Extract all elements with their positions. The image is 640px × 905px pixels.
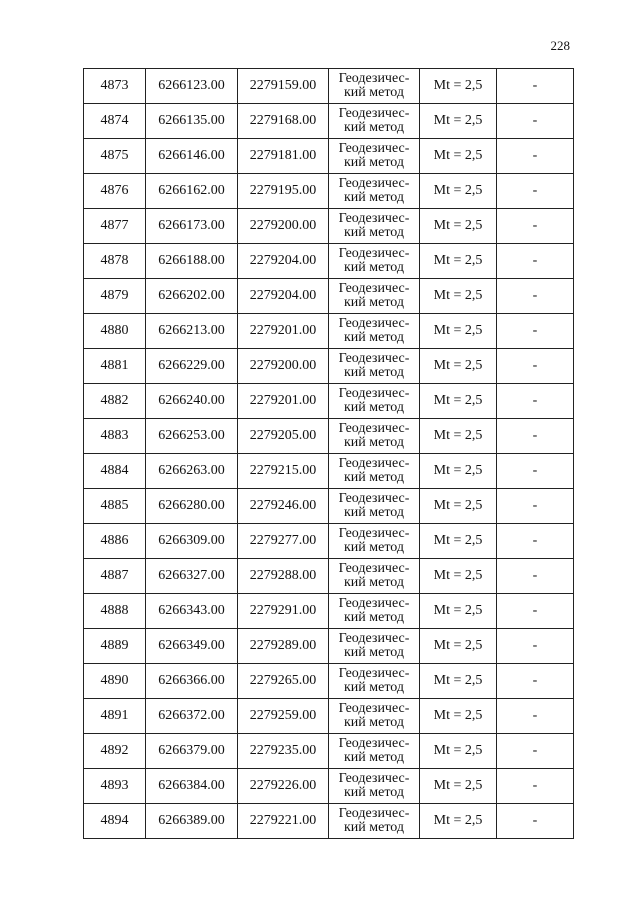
table-row	[84, 594, 574, 629]
point-number-cell: 4879	[84, 279, 146, 314]
x-coordinate-cell: 6266372.00	[146, 699, 238, 734]
accuracy-cell: Mt = 2,5	[420, 629, 497, 664]
method-line-2: кий метод	[343, 750, 404, 765]
point-number-cell: 4885	[84, 489, 146, 524]
x-coordinate-cell: 6266135.00	[146, 104, 238, 139]
accuracy-cell: Mt = 2,5	[420, 384, 497, 419]
method-cell	[329, 349, 420, 384]
x-coordinate-cell: 6266173.00	[146, 209, 238, 244]
method-line-1: Геодезичес-	[338, 176, 410, 191]
method-line-2: кий метод	[343, 330, 404, 345]
point-number-cell: 4882	[84, 384, 146, 419]
method-line-2: кий метод	[343, 575, 404, 590]
method-line-1: Геодезичес-	[338, 736, 410, 751]
method-cell	[329, 699, 420, 734]
method-line-2: кий метод	[343, 155, 404, 170]
y-coordinate-cell: 2279235.00	[238, 734, 329, 769]
method-cell	[329, 69, 420, 104]
y-coordinate-cell: 2279200.00	[238, 209, 329, 244]
note-cell: -	[497, 699, 574, 734]
x-coordinate-cell: 6266202.00	[146, 279, 238, 314]
method-line-1: Геодезичес-	[338, 456, 410, 471]
y-coordinate-cell: 2279277.00	[238, 524, 329, 559]
x-coordinate-cell: 6266146.00	[146, 139, 238, 174]
y-coordinate-cell: 2279291.00	[238, 594, 329, 629]
method-cell	[329, 209, 420, 244]
point-number-cell: 4887	[84, 559, 146, 594]
x-coordinate-cell: 6266384.00	[146, 769, 238, 804]
accuracy-cell: Mt = 2,5	[420, 559, 497, 594]
method-line-2: кий метод	[343, 120, 404, 135]
method-cell	[329, 664, 420, 699]
x-coordinate-cell: 6266162.00	[146, 174, 238, 209]
note-cell: -	[497, 244, 574, 279]
accuracy-cell: Mt = 2,5	[420, 769, 497, 804]
x-coordinate-cell: 6266229.00	[146, 349, 238, 384]
x-coordinate-cell: 6266343.00	[146, 594, 238, 629]
accuracy-cell: Mt = 2,5	[420, 244, 497, 279]
y-coordinate-cell: 2279204.00	[238, 244, 329, 279]
y-coordinate-cell: 2279289.00	[238, 629, 329, 664]
note-cell: -	[497, 349, 574, 384]
coordinates-table	[83, 68, 574, 839]
method-cell	[329, 454, 420, 489]
method-cell	[329, 244, 420, 279]
y-coordinate-cell: 2279246.00	[238, 489, 329, 524]
table-row	[84, 244, 574, 279]
x-coordinate-cell: 6266309.00	[146, 524, 238, 559]
note-cell: -	[497, 454, 574, 489]
method-cell	[329, 419, 420, 454]
accuracy-cell: Mt = 2,5	[420, 489, 497, 524]
method-cell	[329, 489, 420, 524]
accuracy-cell: Mt = 2,5	[420, 209, 497, 244]
point-number-cell: 4890	[84, 664, 146, 699]
method-line-1: Геодезичес-	[338, 421, 410, 436]
page-number: 228	[550, 38, 570, 53]
note-cell: -	[497, 769, 574, 804]
table-row	[84, 489, 574, 524]
method-line-2: кий метод	[343, 680, 404, 695]
note-cell: -	[497, 594, 574, 629]
method-line-1: Геодезичес-	[338, 106, 410, 121]
method-cell	[329, 279, 420, 314]
method-cell	[329, 594, 420, 629]
method-line-1: Геодезичес-	[338, 771, 410, 786]
x-coordinate-cell: 6266349.00	[146, 629, 238, 664]
method-line-2: кий метод	[343, 225, 404, 240]
method-cell	[329, 139, 420, 174]
coordinates-table-body	[84, 69, 574, 839]
note-cell: -	[497, 279, 574, 314]
y-coordinate-cell: 2279204.00	[238, 279, 329, 314]
accuracy-cell: Mt = 2,5	[420, 314, 497, 349]
note-cell: -	[497, 104, 574, 139]
y-coordinate-cell: 2279221.00	[238, 804, 329, 839]
method-cell	[329, 314, 420, 349]
y-coordinate-cell: 2279205.00	[238, 419, 329, 454]
method-cell	[329, 629, 420, 664]
y-coordinate-cell: 2279195.00	[238, 174, 329, 209]
table-row	[84, 629, 574, 664]
accuracy-cell: Mt = 2,5	[420, 279, 497, 314]
x-coordinate-cell: 6266366.00	[146, 664, 238, 699]
point-number-cell: 4888	[84, 594, 146, 629]
accuracy-cell: Mt = 2,5	[420, 104, 497, 139]
x-coordinate-cell: 6266280.00	[146, 489, 238, 524]
method-line-2: кий метод	[343, 540, 404, 555]
y-coordinate-cell: 2279288.00	[238, 559, 329, 594]
accuracy-cell: Mt = 2,5	[420, 594, 497, 629]
method-cell	[329, 524, 420, 559]
point-number-cell: 4878	[84, 244, 146, 279]
method-line-1: Геодезичес-	[338, 701, 410, 716]
table-row	[84, 104, 574, 139]
note-cell: -	[497, 804, 574, 839]
method-line-2: кий метод	[343, 260, 404, 275]
method-line-2: кий метод	[343, 85, 404, 100]
note-cell: -	[497, 524, 574, 559]
method-line-2: кий метод	[343, 365, 404, 380]
table-row	[84, 699, 574, 734]
x-coordinate-cell: 6266263.00	[146, 454, 238, 489]
accuracy-cell: Mt = 2,5	[420, 69, 497, 104]
point-number-cell: 4884	[84, 454, 146, 489]
note-cell: -	[497, 629, 574, 664]
note-cell: -	[497, 489, 574, 524]
method-line-2: кий метод	[343, 435, 404, 450]
table-row	[84, 69, 574, 104]
method-line-1: Геодезичес-	[338, 351, 410, 366]
method-line-1: Геодезичес-	[338, 526, 410, 541]
note-cell: -	[497, 314, 574, 349]
note-cell: -	[497, 209, 574, 244]
accuracy-cell: Mt = 2,5	[420, 174, 497, 209]
method-cell	[329, 734, 420, 769]
point-number-cell: 4892	[84, 734, 146, 769]
y-coordinate-cell: 2279168.00	[238, 104, 329, 139]
point-number-cell: 4886	[84, 524, 146, 559]
method-cell	[329, 769, 420, 804]
y-coordinate-cell: 2279181.00	[238, 139, 329, 174]
note-cell: -	[497, 559, 574, 594]
x-coordinate-cell: 6266379.00	[146, 734, 238, 769]
x-coordinate-cell: 6266188.00	[146, 244, 238, 279]
method-line-1: Геодезичес-	[338, 211, 410, 226]
point-number-cell: 4874	[84, 104, 146, 139]
accuracy-cell: Mt = 2,5	[420, 664, 497, 699]
accuracy-cell: Mt = 2,5	[420, 524, 497, 559]
table-row	[84, 769, 574, 804]
table-row	[84, 314, 574, 349]
method-cell	[329, 104, 420, 139]
note-cell: -	[497, 139, 574, 174]
accuracy-cell: Mt = 2,5	[420, 804, 497, 839]
method-line-1: Геодезичес-	[338, 281, 410, 296]
method-line-2: кий метод	[343, 470, 404, 485]
point-number-cell: 4873	[84, 69, 146, 104]
x-coordinate-cell: 6266240.00	[146, 384, 238, 419]
method-line-1: Геодезичес-	[338, 561, 410, 576]
method-line-2: кий метод	[343, 610, 404, 625]
method-cell	[329, 804, 420, 839]
y-coordinate-cell: 2279265.00	[238, 664, 329, 699]
method-line-1: Геодезичес-	[338, 596, 410, 611]
table-row	[84, 139, 574, 174]
accuracy-cell: Mt = 2,5	[420, 349, 497, 384]
table-row	[84, 664, 574, 699]
table-row	[84, 349, 574, 384]
y-coordinate-cell: 2279215.00	[238, 454, 329, 489]
table-row	[84, 209, 574, 244]
table-row	[84, 174, 574, 209]
method-line-1: Геодезичес-	[338, 666, 410, 681]
accuracy-cell: Mt = 2,5	[420, 454, 497, 489]
method-cell	[329, 559, 420, 594]
method-line-1: Геодезичес-	[338, 246, 410, 261]
method-line-2: кий метод	[343, 400, 404, 415]
method-line-1: Геодезичес-	[338, 631, 410, 646]
y-coordinate-cell: 2279201.00	[238, 384, 329, 419]
note-cell: -	[497, 419, 574, 454]
note-cell: -	[497, 174, 574, 209]
method-line-2: кий метод	[343, 645, 404, 660]
method-line-2: кий метод	[343, 820, 404, 835]
method-line-1: Геодезичес-	[338, 141, 410, 156]
method-line-2: кий метод	[343, 715, 404, 730]
table-row	[84, 454, 574, 489]
method-line-1: Геодезичес-	[338, 806, 410, 821]
table-row	[84, 279, 574, 314]
note-cell: -	[497, 69, 574, 104]
note-cell: -	[497, 734, 574, 769]
x-coordinate-cell: 6266389.00	[146, 804, 238, 839]
accuracy-cell: Mt = 2,5	[420, 419, 497, 454]
method-line-2: кий метод	[343, 190, 404, 205]
point-number-cell: 4875	[84, 139, 146, 174]
method-line-1: Геодезичес-	[338, 71, 410, 86]
y-coordinate-cell: 2279201.00	[238, 314, 329, 349]
y-coordinate-cell: 2279159.00	[238, 69, 329, 104]
x-coordinate-cell: 6266327.00	[146, 559, 238, 594]
y-coordinate-cell: 2279200.00	[238, 349, 329, 384]
y-coordinate-cell: 2279226.00	[238, 769, 329, 804]
y-coordinate-cell: 2279259.00	[238, 699, 329, 734]
method-cell	[329, 384, 420, 419]
x-coordinate-cell: 6266213.00	[146, 314, 238, 349]
point-number-cell: 4893	[84, 769, 146, 804]
point-number-cell: 4877	[84, 209, 146, 244]
note-cell: -	[497, 664, 574, 699]
table-row	[84, 559, 574, 594]
point-number-cell: 4880	[84, 314, 146, 349]
method-line-1: Геодезичес-	[338, 386, 410, 401]
point-number-cell: 4876	[84, 174, 146, 209]
point-number-cell: 4891	[84, 699, 146, 734]
table-row	[84, 734, 574, 769]
accuracy-cell: Mt = 2,5	[420, 699, 497, 734]
method-line-1: Геодезичес-	[338, 491, 410, 506]
point-number-cell: 4881	[84, 349, 146, 384]
table-row	[84, 419, 574, 454]
method-cell	[329, 174, 420, 209]
point-number-cell: 4883	[84, 419, 146, 454]
point-number-cell: 4889	[84, 629, 146, 664]
method-line-2: кий метод	[343, 785, 404, 800]
point-number-cell: 4894	[84, 804, 146, 839]
x-coordinate-cell: 6266123.00	[146, 69, 238, 104]
note-cell: -	[497, 384, 574, 419]
method-line-2: кий метод	[343, 505, 404, 520]
method-line-2: кий метод	[343, 295, 404, 310]
method-line-1: Геодезичес-	[338, 316, 410, 331]
table-row	[84, 384, 574, 419]
table-row	[84, 804, 574, 839]
table-row	[84, 524, 574, 559]
accuracy-cell: Mt = 2,5	[420, 139, 497, 174]
x-coordinate-cell: 6266253.00	[146, 419, 238, 454]
accuracy-cell: Mt = 2,5	[420, 734, 497, 769]
